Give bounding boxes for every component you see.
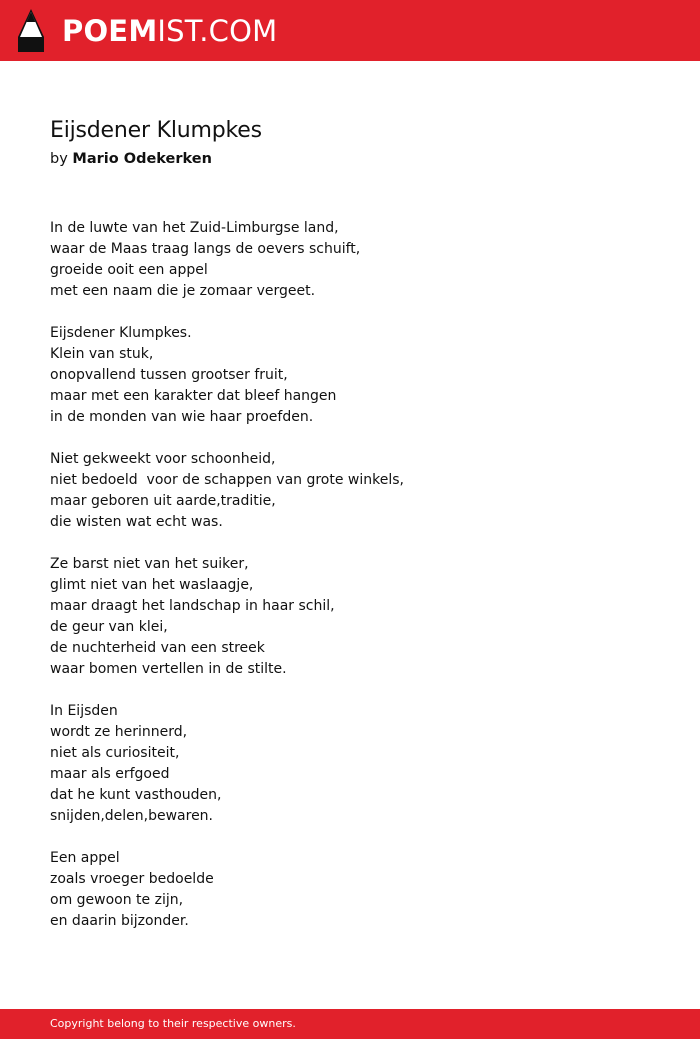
poem-body bbox=[50, 218, 650, 953]
poem-stanza bbox=[50, 218, 650, 302]
poem-line: Een appel bbox=[50, 850, 120, 866]
poem-line: Ze barst niet van het suiker, bbox=[50, 556, 249, 572]
byline bbox=[50, 149, 650, 169]
poem-line: met een naam die je zomaar vergeet. bbox=[50, 283, 316, 299]
poem-line: snijden,delen,bewaren. bbox=[50, 808, 214, 824]
poem-line: die wisten wat echt was. bbox=[50, 514, 223, 530]
poem-line: maar draagt het landschap in haar schil, bbox=[50, 598, 335, 614]
poem-line: niet als curiositeit, bbox=[50, 745, 180, 761]
poem-line: in de monden van wie haar proefden. bbox=[50, 409, 314, 425]
poem-line: maar geboren uit aarde,traditie, bbox=[50, 493, 276, 509]
poem-line: wordt ze herinnerd, bbox=[50, 724, 188, 740]
poem-line: onopvallend tussen grootser fruit, bbox=[50, 367, 288, 383]
poem-line: de nuchterheid van een streek bbox=[50, 640, 265, 656]
author-name: Mario Odekerken bbox=[72, 151, 212, 167]
poem-line: groeide ooit een appel bbox=[50, 262, 208, 278]
poem-line: glimt niet van het waslaagje, bbox=[50, 577, 254, 593]
poem-stanza bbox=[50, 323, 650, 428]
poem-line: maar als erfgoed bbox=[50, 766, 170, 782]
poem-line: om gewoon te zijn, bbox=[50, 892, 184, 908]
poem-line: niet bedoeld voor de schappen van grote winkels, bbox=[50, 472, 404, 488]
poem-line: de geur van klei, bbox=[50, 619, 168, 635]
poem-line: waar bomen vertellen in de stilte. bbox=[50, 661, 287, 677]
poem-line: Niet gekweekt voor schoonheid, bbox=[50, 451, 276, 467]
header-bar bbox=[0, 0, 700, 61]
poem-line: waar de Maas traag langs de oevers schuift, bbox=[50, 241, 361, 257]
poem-line: dat he kunt vasthouden, bbox=[50, 787, 222, 803]
poem-stanza bbox=[50, 554, 650, 680]
poem-line: Eijsdener Klumpkes. bbox=[50, 325, 192, 341]
poem-title: Eijsdener Klumpkes bbox=[50, 118, 262, 143]
footer-bar bbox=[0, 1009, 700, 1039]
poem-line: In de luwte van het Zuid-Limburgse land, bbox=[50, 220, 339, 236]
poem-line: maar met een karakter dat bleef hangen bbox=[50, 388, 337, 404]
poem-line: zoals vroeger bedoelde bbox=[50, 871, 214, 887]
poem-line: en daarin bijzonder. bbox=[50, 913, 189, 929]
poem-line: Klein van stuk, bbox=[50, 346, 154, 362]
logo-bold-text: POEM bbox=[62, 14, 158, 48]
logo-light-text: IST.COM bbox=[157, 14, 278, 48]
poem-header bbox=[50, 117, 650, 169]
copyright-text: Copyright belong to their respective owners. bbox=[50, 1017, 296, 1030]
site-logo[interactable] bbox=[62, 13, 277, 49]
poem-stanza bbox=[50, 449, 650, 533]
pen-nib-icon bbox=[18, 9, 44, 52]
poem-stanza bbox=[50, 848, 650, 932]
poem-stanza bbox=[50, 701, 650, 827]
poem-line: In Eijsden bbox=[50, 703, 118, 719]
byline-prefix: by bbox=[50, 151, 68, 167]
